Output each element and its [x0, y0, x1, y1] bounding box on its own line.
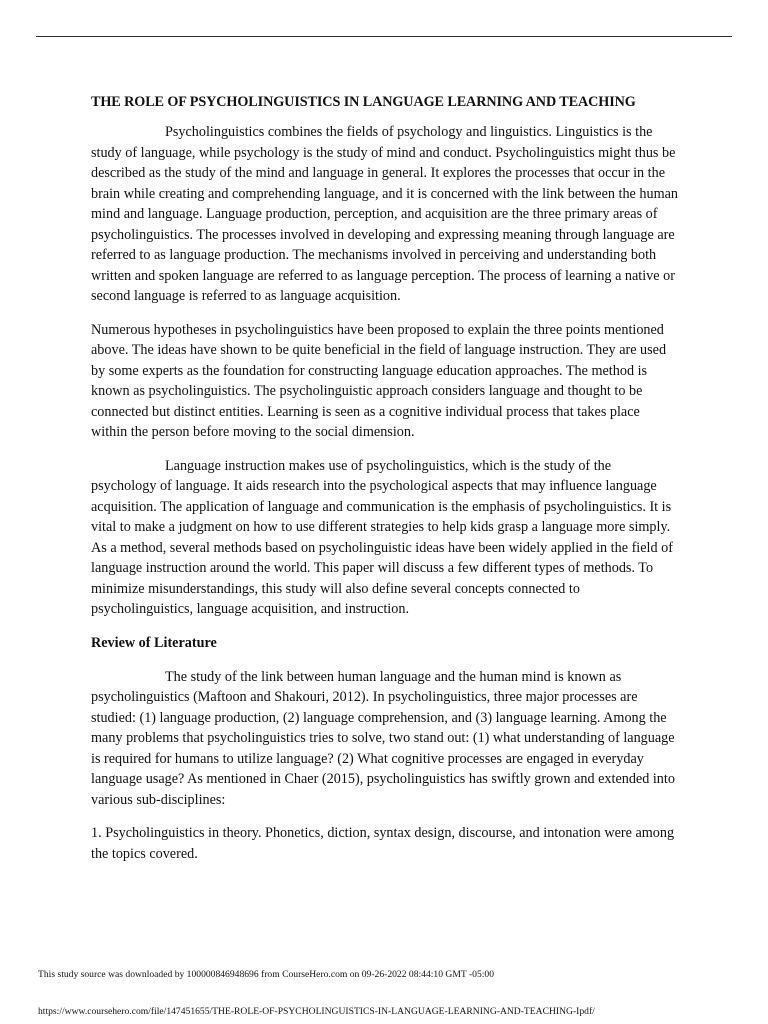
source-url[interactable]: https://www.coursehero.com/file/147451655/THE-ROLE-OF-PSYCHOLINGUISTICS-IN-LANGUAGE-LEARNING-AND-TEACHING-Ipdf/ — [38, 1006, 595, 1017]
review-paragraph-1: The study of the link between human language and the human mind is known as psycholinguistics (Maftoon and Shakouri, 2012). In psycholinguistics, three major processes are studied: (1) language production, (2) language comprehension, and (3) language learning. Among the many problems that psycholinguistics tries to solve, two stand out: (1) what understanding of language is required for humans to utilize language? (2) What cognitive processes are engaged in everyday language usage? As mentioned in Chaer (2015), psycholinguistics has swiftly grown and extended into various sub-disciplines: — [91, 668, 675, 808]
document-body — [91, 92, 679, 877]
section-heading-review: Review of Literature — [91, 634, 217, 651]
header-divider — [36, 36, 732, 37]
download-notice: This study source was downloaded by 100000846948696 from CourseHero.com on 09-26-2022 08:44:10 GMT -05:00 — [38, 969, 495, 980]
intro-paragraph-3: Language instruction makes use of psycholinguistics, which is the study of the psychology of language. It aids research into the psychological aspects that may influence language acquisition. The application of language and communication is the emphasis of psycholinguistics. It is vital to make a judgment on how to use different strategies to help kids grasp a language more simply. As a method, several methods based on psycholinguistic ideas have been widely applied in the field of language instruction around the world. This paper will discuss a few different types of methods. To minimize misunderstandings, this study will also define several concepts connected to psycholinguistics, language acquisition, and instruction. — [91, 457, 673, 617]
review-paragraph-2: 1. Psycholinguistics in theory. Phonetics, diction, syntax design, discourse, and intonation were among the topics covered. — [91, 825, 675, 862]
intro-paragraph-2: Numerous hypotheses in psycholinguistics have been proposed to explain the three points mentioned above. The ideas have shown to be quite beneficial in the field of language instruction. They are used by some experts as the foundation for constructing language education approaches. The method is known as psycholinguistics. The psycholinguistic approach considers language and thought to be connected but distinct entities. Learning is seen as a cognitive individual process that takes place within the person before moving to the social dimension. — [91, 321, 667, 440]
document-title: THE ROLE OF PSYCHOLINGUISTICS IN LANGUAGE LEARNING AND TEACHING — [91, 94, 636, 110]
intro-paragraph-1: Psycholinguistics combines the fields of psychology and linguistics. Linguistics is the study of language, while psychology is the study of mind and conduct. Psycholinguistics might thus be described as the study of the mind and language in general. It explores the processes that occur in the brain while creating and comprehending language, and it is concerned with the link between the human mind and language. Language production, perception, and acquisition are the three primary areas of psycholinguistics. The processes involved in developing and expressing meaning through language are referred to as language production. The mechanisms involved in perceiving and understanding both written and spoken language are referred to as language perception. The process of learning a native or second language is referred to as language acquisition. — [91, 124, 679, 304]
